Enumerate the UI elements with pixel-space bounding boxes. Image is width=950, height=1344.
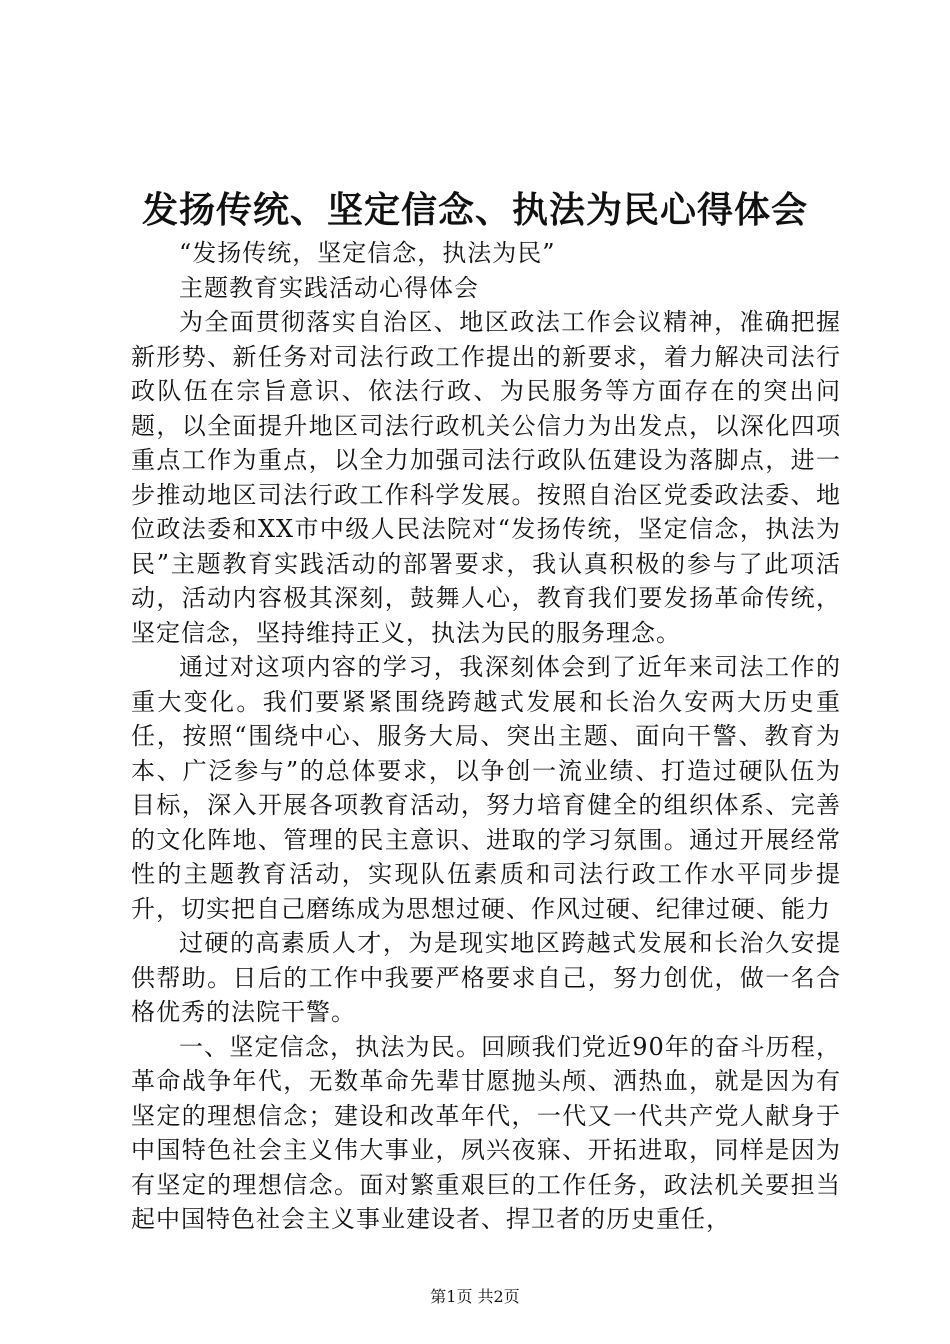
- document-body: [131, 236, 841, 1237]
- paragraph-2: 通过对这项内容的学习，我深刻体会到了近年来司法工作的重大变化。我们要紧紧围绕跨越式发展和长治久安两大历史重任，按照“围绕中心、服务大局、突出主题、面向干警、教育为本、广泛参与”的总体要求，以争创一流业绩、打造过硬队伍为目标，深入开展各项教育活动，努力培育健全的组织体系、完善的文化阵地、管理的民主意识、进取的学习氛围。通过开展经常性的主题教育活动，实现队伍素质和司法行政工作水平同步提升，切实把自己磨练成为思想过硬、作风过硬、纪律过硬、能力: [131, 653, 841, 923]
- quote-line: “发扬传统，坚定信念，执法为民”: [179, 239, 556, 267]
- paragraph-4: 一、坚定信念，执法为民。回顾我们党近90年的奋斗历程，革命战争年代，无数革命先辈甘愿抛头颅、洒热血，就是因为有坚定的理想信念；建设和改革年代，一代又一代共产党人献身于中国特色社会主义伟大事业，夙兴夜寐、开拓进取，同样是因为有坚定的理想信念。面对繁重艰巨的工作任务，政法机关要担当起中国特色社会主义事业建设者、捍卫者的历史重任，: [131, 1032, 841, 1233]
- subtitle-line: 主题教育实践活动心得体会: [179, 273, 479, 302]
- page-footer: 第1页 共2页: [430, 1287, 520, 1306]
- document-title: 发扬传统、坚定信念、执法为民心得体会: [141, 189, 808, 231]
- paragraph-3: 过硬的高素质人才，为是现实地区跨越式发展和长治久安提供帮助。日后的工作中我要严格要求自己，努力创优，做一名合格优秀的法院干警。: [131, 929, 841, 1026]
- paragraph-1: 为全面贯彻落实自治区、地区政法工作会议精神，准确把握新形势、新任务对司法行政工作提出的新要求，着力解决司法行政队伍在宗旨意识、依法行政、为民服务等方面存在的突出问题，以全面提升地区司法行政机关公信力为出发点，以深化四项重点工作为重点，以全力加强司法行政队伍建设为落脚点，进一步推动地区司法行政工作科学发展。按照自治区党委政法委、地位政法委和XX市中级人民法院对“发扬传统，坚定信念，执法为民”主题教育实践活动的部署要求，我认真积极的参与了此项活动，活动内容极其深刻，鼓舞人心，教育我们要发扬革命传统，坚定信念，坚持维持正义，执法为民的服务理念。: [131, 308, 841, 647]
